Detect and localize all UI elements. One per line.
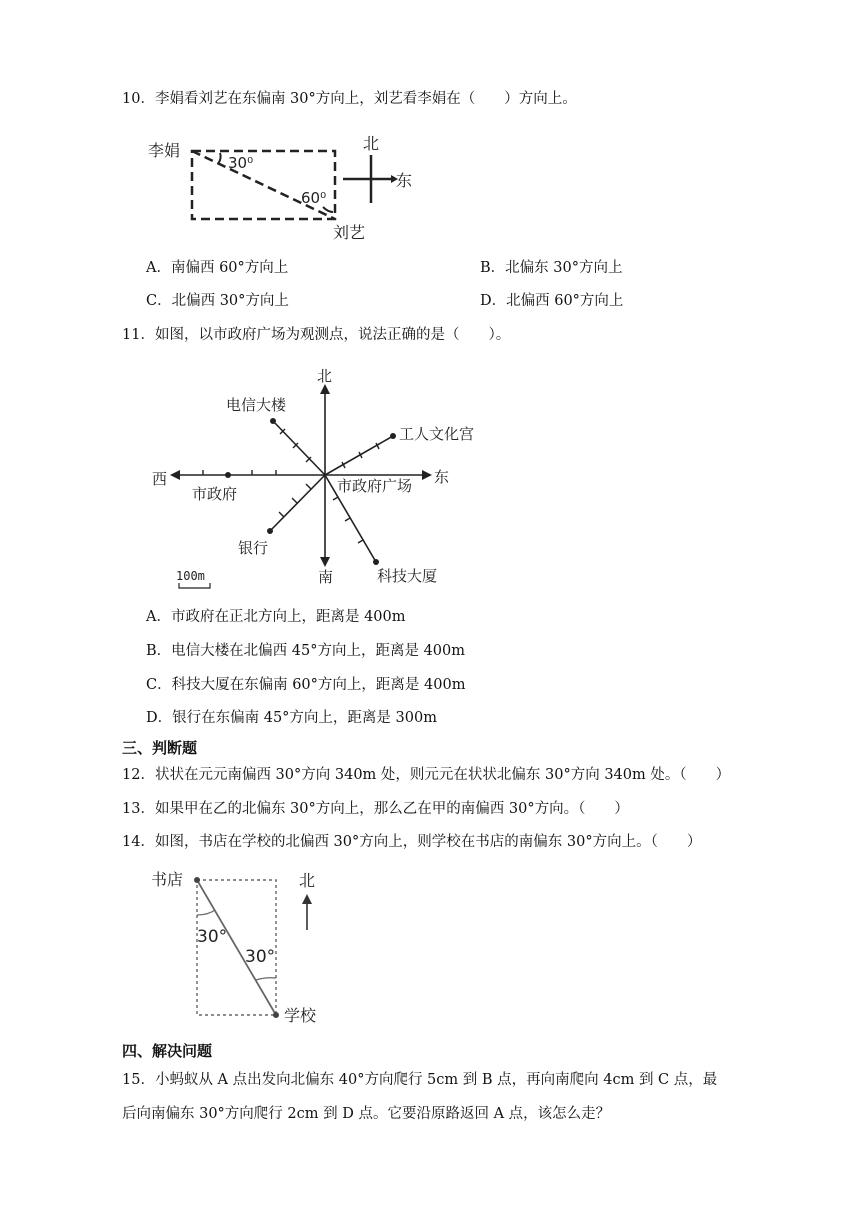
question-15-line-1: 15．小蚂蚁从 A 点出发向北偏东 40°方向爬行 5cm 到 B 点，再向南爬向 4cm 到 C 点，最 xyxy=(122,1072,718,1088)
q11-label-bank: 银行 xyxy=(238,539,269,557)
q11-label-east: 东 xyxy=(434,468,450,486)
q14-label-school: 学校 xyxy=(284,1006,317,1025)
question-11-text: 11．如图，以市政府广场为观测点，说法正确的是（ ）。 xyxy=(122,327,511,343)
section-3-heading: 三、判断题 xyxy=(122,739,198,757)
q10-label-east: 东 xyxy=(396,171,413,190)
q10-label-30: 30⁰ xyxy=(228,154,254,172)
question-10-text: 10．李娟看刘艺在东偏南 30°方向上，刘艺看李娟在（ ）方向上。 xyxy=(122,91,577,107)
q14-north-arrowhead xyxy=(302,894,312,904)
q11-label-telecom: 电信大楼 xyxy=(226,396,287,414)
q14-label-bookstore: 书店 xyxy=(151,870,184,889)
q11-label-plaza: 市政府广场 xyxy=(337,477,413,495)
q11-label-north: 北 xyxy=(317,367,333,385)
q10-option-b[interactable]: B．北偏东 30°方向上 xyxy=(480,260,623,276)
q10-option-c[interactable]: C．北偏西 30°方向上 xyxy=(146,293,289,309)
section-4-heading: 四、解决问题 xyxy=(122,1042,213,1060)
q11-label-workers: 工人文化宫 xyxy=(399,425,475,443)
q11-label-gov: 市政府 xyxy=(192,485,238,503)
q10-option-a[interactable]: A．南偏西 60°方向上 xyxy=(146,260,289,276)
q10-option-d[interactable]: D．北偏西 60°方向上 xyxy=(480,293,624,309)
q11-option-b[interactable]: B．电信大楼在北偏西 45°方向上，距离是 400m xyxy=(146,643,465,659)
q10-label-60: 60⁰ xyxy=(301,189,327,207)
q11-scale-label: 100m xyxy=(176,569,205,583)
q14-point-school xyxy=(273,1012,279,1018)
q14-label-angle-1: 30° xyxy=(197,927,228,947)
question-14-text: 14．如图，书店在学校的北偏西 30°方向上，则学校在书店的南偏东 30°方向上。（ ） xyxy=(122,834,702,850)
q11-option-c[interactable]: C．科技大厦在东偏南 60°方向上，距离是 400m xyxy=(146,677,466,693)
q11-label-south: 南 xyxy=(318,568,334,586)
q14-point-bookstore xyxy=(194,877,200,883)
question-13-text: 13．如果甲在乙的北偏东 30°方向上，那么乙在甲的南偏西 30°方向。（ ） xyxy=(122,801,629,817)
q10-label-liuyi: 刘艺 xyxy=(333,223,366,242)
q11-label-west: 西 xyxy=(152,470,168,488)
q11-label-tech: 科技大厦 xyxy=(377,567,438,585)
q14-angle-arc-2 xyxy=(256,978,276,980)
q11-option-d[interactable]: D．银行在东偏南 45°方向上，距离是 300m xyxy=(146,710,437,726)
q14-label-angle-2: 30° xyxy=(245,947,276,967)
question-15-line-2: 后向南偏东 30°方向爬行 2cm 到 D 点。它要沿原路返回 A 点，该怎么走？ xyxy=(122,1106,611,1122)
q14-label-north: 北 xyxy=(299,871,316,890)
question-12-text: 12．状状在元元南偏西 30°方向 340m 处，则元元在状状北偏东 30°方向 340m 处。（ ） xyxy=(122,767,731,783)
q10-label-north: 北 xyxy=(363,134,380,153)
q11-option-a[interactable]: A．市政府在正北方向上，距离是 400m xyxy=(146,609,406,625)
q14-angle-arc-1 xyxy=(197,910,215,915)
q10-label-lijuan: 李娟 xyxy=(148,141,181,160)
